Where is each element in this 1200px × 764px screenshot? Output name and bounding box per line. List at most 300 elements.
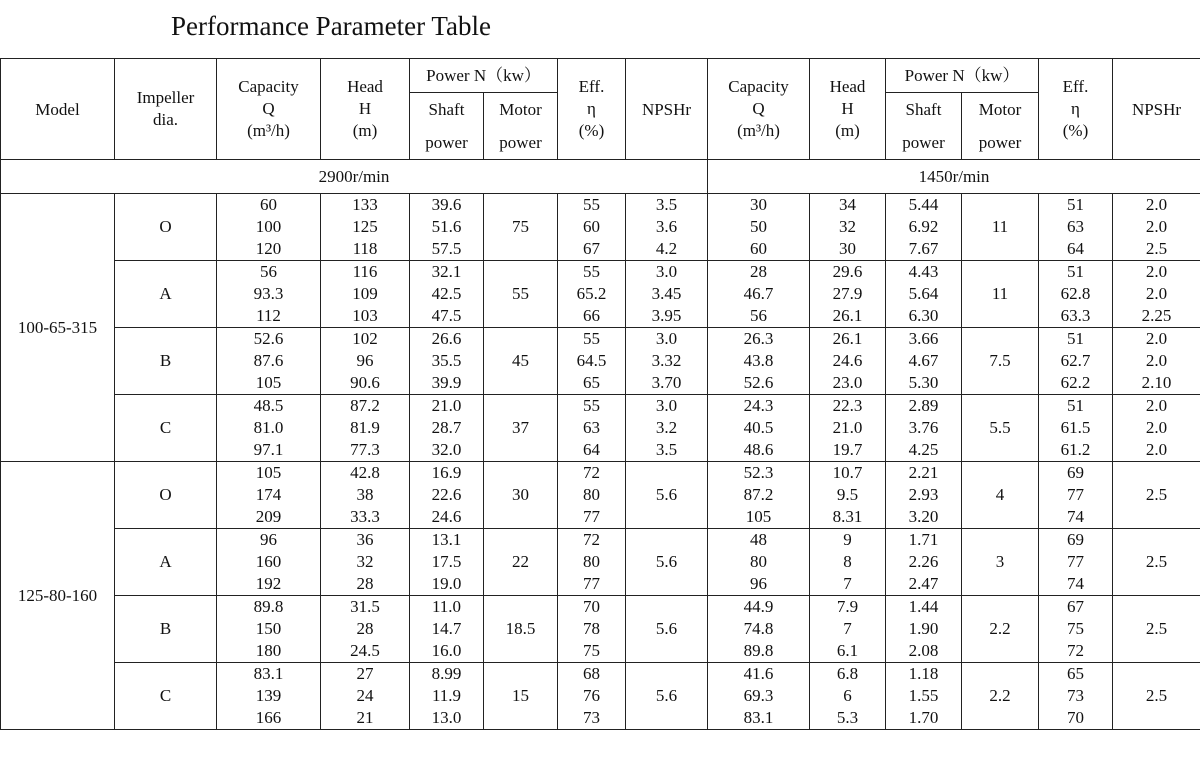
page-title: Performance Parameter Table	[171, 11, 491, 41]
eff-1450-cell	[1039, 395, 1113, 462]
header-line: Motor	[499, 100, 542, 119]
capacity-1450-value: 48	[750, 530, 767, 549]
capacity-2900-value: 83.1	[253, 664, 284, 683]
capacity-2900-cell	[217, 529, 321, 596]
header-power-1450: Power N（kw）	[886, 59, 1039, 93]
header-line: Shaft	[428, 100, 465, 119]
header-line: η	[1071, 99, 1080, 118]
eff-2900-value: 76	[583, 686, 600, 705]
head-2900-value: 42.8	[350, 463, 380, 482]
capacity-2900-value: 180	[255, 641, 282, 660]
table-row	[1, 462, 1200, 529]
header-shaft-power-1450	[886, 93, 962, 160]
impeller-cell: B	[115, 596, 217, 663]
shaft-power-1450-value: 5.64	[908, 284, 939, 303]
shaft-power-1450-value: 3.20	[908, 507, 939, 526]
head-2900-value: 96	[356, 351, 374, 370]
head-1450-value: 24.6	[832, 351, 863, 370]
capacity-2900-cell	[217, 596, 321, 663]
header-line: (%)	[1062, 121, 1089, 140]
header-line: power	[978, 133, 1022, 152]
shaft-power-2900-cell	[410, 462, 484, 529]
header-line: Q	[752, 99, 765, 118]
capacity-2900-value: 105	[255, 373, 282, 392]
npsh-1450-value: 2.0	[1145, 217, 1168, 236]
shaft-power-2900-value: 32.1	[431, 262, 462, 281]
eff-2900-value: 75	[583, 641, 600, 660]
capacity-1450-value: 52.6	[743, 373, 774, 392]
capacity-2900-cell	[217, 261, 321, 328]
eff-2900-value: 55	[583, 329, 600, 348]
shaft-power-1450-cell	[886, 663, 962, 730]
capacity-1450-value: 43.8	[743, 351, 774, 370]
eff-2900-value: 72	[583, 463, 600, 482]
npsh-2900-value: 4.2	[655, 239, 678, 258]
capacity-2900-value: 87.6	[253, 351, 284, 370]
eff-2900-value: 68	[583, 664, 600, 683]
header-line: (m)	[352, 121, 378, 140]
capacity-1450-value: 30	[750, 195, 767, 214]
npsh-2900-value: 3.32	[651, 351, 682, 370]
head-1450-value: 8.31	[832, 507, 863, 526]
npsh-1450-value: 2.0	[1145, 262, 1168, 281]
eff-2900-value: 65	[583, 373, 600, 392]
head-1450-value: 7	[843, 619, 852, 638]
head-2900-value: 24.5	[350, 641, 380, 660]
capacity-1450-value: 44.9	[743, 597, 774, 616]
npsh-2900-cell	[626, 395, 708, 462]
header-eff-1450	[1039, 59, 1113, 160]
head-2900-cell	[321, 462, 410, 529]
motor-power-1450-cell: 11	[962, 194, 1039, 261]
head-1450-cell	[810, 395, 886, 462]
capacity-2900-value: 160	[255, 552, 282, 571]
capacity-1450-value: 96	[750, 574, 767, 593]
head-1450-value: 6.1	[836, 641, 859, 660]
shaft-power-2900-cell	[410, 663, 484, 730]
header-line: Head	[829, 77, 866, 96]
head-1450-value: 26.1	[832, 306, 863, 325]
shaft-power-1450-cell	[886, 395, 962, 462]
capacity-1450-value: 50	[750, 217, 767, 236]
capacity-2900-cell	[217, 462, 321, 529]
header-line: Capacity	[238, 77, 299, 96]
capacity-1450-cell	[708, 596, 810, 663]
capacity-1450-cell	[708, 462, 810, 529]
header-line: Q	[262, 99, 275, 118]
eff-2900-cell	[558, 395, 626, 462]
shaft-power-1450-value: 2.21	[908, 463, 939, 482]
shaft-power-2900-value: 57.5	[431, 239, 462, 258]
shaft-power-2900-value: 13.1	[431, 530, 462, 549]
shaft-power-1450-value: 6.92	[908, 217, 939, 236]
header-eff-2900	[558, 59, 626, 160]
eff-1450-value: 51	[1067, 396, 1084, 415]
shaft-power-1450-value: 1.55	[908, 686, 939, 705]
capacity-1450-value: 56	[750, 306, 767, 325]
npsh-1450-value: 2.0	[1145, 329, 1168, 348]
capacity-2900-value: 209	[255, 507, 282, 526]
capacity-1450-value: 28	[750, 262, 767, 281]
capacity-2900-value: 96	[260, 530, 277, 549]
shaft-power-2900-value: 28.7	[431, 418, 462, 437]
impeller-cell: A	[115, 529, 217, 596]
motor-power-2900-cell: 30	[484, 462, 558, 529]
head-1450-cell	[810, 596, 886, 663]
impeller-cell: A	[115, 261, 217, 328]
header-line: power	[425, 133, 468, 152]
head-2900-cell	[321, 395, 410, 462]
shaft-power-1450-value: 3.76	[908, 418, 939, 437]
eff-1450-value: 77	[1067, 552, 1084, 571]
shaft-power-1450-value: 4.25	[908, 440, 939, 459]
capacity-2900-value: 166	[255, 708, 282, 727]
shaft-power-1450-value: 1.71	[908, 530, 939, 549]
capacity-2900-value: 60	[260, 195, 277, 214]
npsh-2900-cell: 5.6	[626, 462, 708, 529]
npsh-1450-cell: 2.5	[1113, 462, 1200, 529]
head-2900-value: 133	[352, 195, 378, 214]
head-2900-value: 28	[356, 574, 374, 593]
header-line: (m)	[835, 121, 860, 140]
head-2900-value: 33.3	[350, 507, 380, 526]
npsh-1450-value: 2.0	[1145, 195, 1168, 214]
head-2900-value: 102	[352, 329, 378, 348]
head-1450-value: 9	[843, 530, 852, 549]
head-1450-value: 6	[843, 686, 852, 705]
capacity-2900-value: 97.1	[253, 440, 284, 459]
eff-1450-value: 77	[1067, 485, 1084, 504]
eff-1450-cell	[1039, 663, 1113, 730]
motor-power-1450-cell: 11	[962, 261, 1039, 328]
speed-2900: 2900r/min	[1, 160, 708, 194]
capacity-1450-value: 48.6	[743, 440, 774, 459]
shaft-power-1450-cell	[886, 261, 962, 328]
shaft-power-1450-cell	[886, 596, 962, 663]
head-2900-value: 116	[352, 262, 378, 281]
npsh-2900-value: 3.0	[655, 329, 678, 348]
eff-1450-value: 69	[1067, 530, 1084, 549]
capacity-1450-value: 83.1	[743, 708, 774, 727]
eff-2900-value: 55	[583, 396, 600, 415]
head-2900-value: 31.5	[350, 597, 380, 616]
model-cell: 100-65-315	[1, 194, 115, 462]
capacity-2900-cell	[217, 663, 321, 730]
impeller-cell: O	[115, 194, 217, 261]
shaft-power-2900-value: 19.0	[431, 574, 462, 593]
capacity-1450-cell	[708, 663, 810, 730]
capacity-1450-value: 105	[745, 507, 772, 526]
head-2900-value: 87.2	[350, 396, 380, 415]
capacity-2900-value: 81.0	[253, 418, 284, 437]
shaft-power-2900-cell	[410, 261, 484, 328]
shaft-power-2900-value: 26.6	[431, 329, 462, 348]
eff-2900-cell	[558, 261, 626, 328]
header-line: (m³/h)	[737, 121, 780, 140]
capacity-2900-value: 52.6	[253, 329, 284, 348]
eff-1450-value: 62.2	[1060, 373, 1091, 392]
shaft-power-1450-value: 3.66	[908, 329, 939, 348]
eff-2900-value: 77	[583, 507, 600, 526]
table-row	[1, 395, 1200, 462]
npsh-2900-value: 3.70	[651, 373, 682, 392]
capacity-1450-value: 52.3	[743, 463, 774, 482]
shaft-power-2900-value: 8.99	[431, 664, 462, 683]
npsh-2900-cell	[626, 328, 708, 395]
eff-2900-value: 60	[583, 217, 600, 236]
npsh-2900-value: 3.5	[655, 195, 678, 214]
shaft-power-1450-cell	[886, 194, 962, 261]
shaft-power-1450-value: 2.08	[908, 641, 939, 660]
capacity-2900-value: 192	[255, 574, 282, 593]
shaft-power-1450-value: 2.26	[908, 552, 939, 571]
npsh-2900-value: 3.0	[655, 262, 678, 281]
shaft-power-2900-value: 51.6	[431, 217, 462, 236]
capacity-1450-value: 41.6	[743, 664, 774, 683]
head-2900-cell	[321, 261, 410, 328]
eff-2900-value: 72	[583, 530, 600, 549]
shaft-power-2900-cell	[410, 328, 484, 395]
eff-1450-value: 51	[1067, 329, 1084, 348]
shaft-power-2900-value: 22.6	[431, 485, 462, 504]
capacity-1450-cell	[708, 395, 810, 462]
motor-power-1450-cell: 5.5	[962, 395, 1039, 462]
eff-2900-value: 64.5	[576, 351, 607, 370]
shaft-power-2900-value: 39.6	[431, 195, 462, 214]
eff-2900-value: 66	[583, 306, 600, 325]
eff-1450-value: 61.5	[1060, 418, 1091, 437]
eff-1450-value: 73	[1067, 686, 1084, 705]
eff-2900-value: 65.2	[576, 284, 607, 303]
shaft-power-2900-cell	[410, 395, 484, 462]
eff-2900-value: 80	[583, 552, 600, 571]
head-1450-value: 6.8	[836, 664, 859, 683]
shaft-power-2900-cell	[410, 529, 484, 596]
capacity-2900-value: 150	[255, 619, 282, 638]
head-1450-value: 7.9	[836, 597, 859, 616]
eff-1450-value: 62.8	[1060, 284, 1091, 303]
head-1450-value: 9.5	[836, 485, 859, 504]
npsh-2900-cell: 5.6	[626, 596, 708, 663]
header-line: Shaft	[905, 100, 942, 119]
head-2900-value: 109	[352, 284, 378, 303]
head-2900-value: 81.9	[350, 418, 380, 437]
impeller-cell: C	[115, 395, 217, 462]
header-line: (%)	[578, 121, 605, 140]
header-capacity-1450	[708, 59, 810, 160]
head-1450-cell	[810, 328, 886, 395]
head-2900-value: 27	[356, 664, 374, 683]
header-line: H	[358, 99, 372, 118]
header-line: H	[841, 99, 854, 118]
motor-power-2900-cell: 45	[484, 328, 558, 395]
eff-1450-value: 64	[1067, 239, 1084, 258]
table-row	[1, 328, 1200, 395]
head-1450-value: 23.0	[832, 373, 863, 392]
eff-1450-value: 72	[1067, 641, 1084, 660]
header-head-1450	[810, 59, 886, 160]
motor-power-2900-cell: 75	[484, 194, 558, 261]
npsh-1450-value: 2.10	[1141, 373, 1172, 392]
capacity-1450-value: 46.7	[743, 284, 774, 303]
motor-power-2900-cell: 18.5	[484, 596, 558, 663]
head-2900-value: 28	[356, 619, 374, 638]
shaft-power-2900-value: 39.9	[431, 373, 462, 392]
head-1450-cell	[810, 194, 886, 261]
npsh-2900-value: 3.0	[655, 396, 678, 415]
header-line: power	[902, 133, 945, 152]
shaft-power-2900-cell	[410, 194, 484, 261]
header-shaft-power-2900	[410, 93, 484, 160]
eff-2900-value: 77	[583, 574, 600, 593]
capacity-1450-cell	[708, 261, 810, 328]
header-line: η	[587, 99, 596, 118]
head-2900-cell	[321, 529, 410, 596]
header-model: Model	[1, 59, 115, 160]
npsh-2900-value: 3.45	[651, 284, 682, 303]
eff-2900-cell	[558, 529, 626, 596]
capacity-2900-value: 48.5	[253, 396, 284, 415]
head-2900-value: 90.6	[350, 373, 380, 392]
shaft-power-2900-value: 21.0	[431, 396, 462, 415]
npsh-1450-value: 2.0	[1145, 440, 1168, 459]
head-1450-cell	[810, 663, 886, 730]
table-row	[1, 596, 1200, 663]
eff-1450-value: 65	[1067, 664, 1084, 683]
capacity-2900-cell	[217, 328, 321, 395]
head-2900-cell	[321, 328, 410, 395]
head-1450-cell	[810, 529, 886, 596]
head-1450-value: 8	[843, 552, 852, 571]
motor-power-2900-cell: 55	[484, 261, 558, 328]
shaft-power-1450-value: 5.44	[908, 195, 939, 214]
eff-2900-value: 73	[583, 708, 600, 727]
header-npsh-1450: NPSHr	[1113, 59, 1200, 160]
eff-1450-value: 63	[1067, 217, 1084, 236]
motor-power-2900-cell: 22	[484, 529, 558, 596]
npsh-1450-value: 2.0	[1145, 351, 1168, 370]
eff-2900-cell	[558, 328, 626, 395]
eff-2900-cell	[558, 194, 626, 261]
capacity-2900-value: 112	[256, 306, 281, 325]
capacity-1450-cell	[708, 529, 810, 596]
motor-power-1450-cell: 2.2	[962, 596, 1039, 663]
npsh-2900-value: 3.6	[655, 217, 678, 236]
eff-2900-value: 55	[583, 262, 600, 281]
capacity-2900-cell	[217, 194, 321, 261]
capacity-2900-value: 93.3	[253, 284, 284, 303]
head-1450-value: 30	[839, 239, 856, 258]
npsh-2900-cell: 5.6	[626, 663, 708, 730]
head-2900-value: 32	[356, 552, 374, 571]
capacity-1450-value: 69.3	[743, 686, 774, 705]
head-2900-value: 36	[356, 530, 374, 549]
head-1450-value: 19.7	[832, 440, 863, 459]
shaft-power-1450-value: 4.43	[908, 262, 939, 281]
eff-2900-value: 78	[583, 619, 600, 638]
npsh-1450-cell	[1113, 194, 1200, 261]
head-2900-value: 38	[356, 485, 374, 504]
shaft-power-2900-cell	[410, 596, 484, 663]
eff-1450-cell	[1039, 529, 1113, 596]
header-line: Eff.	[1062, 77, 1089, 96]
capacity-1450-value: 74.8	[743, 619, 774, 638]
shaft-power-2900-value: 47.5	[431, 306, 462, 325]
speed-1450: 1450r/min	[708, 160, 1200, 194]
npsh-1450-cell	[1113, 328, 1200, 395]
performance-table	[0, 58, 1200, 730]
capacity-2900-value: 120	[255, 239, 282, 258]
shaft-power-2900-value: 42.5	[431, 284, 462, 303]
npsh-1450-cell	[1113, 395, 1200, 462]
eff-2900-cell	[558, 663, 626, 730]
header-impeller-line: Impeller	[136, 88, 195, 107]
head-2900-value: 77.3	[350, 440, 380, 459]
eff-1450-value: 63.3	[1060, 306, 1091, 325]
shaft-power-1450-value: 1.44	[908, 597, 939, 616]
motor-power-1450-cell: 7.5	[962, 328, 1039, 395]
shaft-power-2900-value: 13.0	[431, 708, 462, 727]
eff-1450-value: 74	[1067, 507, 1084, 526]
npsh-1450-cell	[1113, 261, 1200, 328]
table-row	[1, 194, 1200, 261]
capacity-1450-value: 80	[750, 552, 767, 571]
head-2900-value: 125	[352, 217, 378, 236]
header-impeller-line: dia.	[152, 110, 179, 129]
capacity-2900-value: 174	[255, 485, 282, 504]
head-1450-cell	[810, 261, 886, 328]
shaft-power-2900-value: 32.0	[431, 440, 462, 459]
capacity-1450-value: 89.8	[743, 641, 774, 660]
impeller-cell: C	[115, 663, 217, 730]
head-2900-cell	[321, 596, 410, 663]
eff-1450-value: 69	[1067, 463, 1084, 482]
head-1450-value: 7	[843, 574, 852, 593]
head-1450-value: 21.0	[832, 418, 863, 437]
head-1450-value: 26.1	[832, 329, 863, 348]
eff-1450-value: 70	[1067, 708, 1084, 727]
capacity-1450-cell	[708, 328, 810, 395]
capacity-2900-cell	[217, 395, 321, 462]
shaft-power-1450-value: 4.67	[908, 351, 939, 370]
header-head-2900	[321, 59, 410, 160]
capacity-2900-value: 56	[260, 262, 277, 281]
capacity-1450-value: 26.3	[743, 329, 774, 348]
shaft-power-1450-value: 2.89	[908, 396, 939, 415]
npsh-2900-value: 3.95	[651, 306, 682, 325]
head-1450-value: 22.3	[832, 396, 863, 415]
shaft-power-1450-value: 6.30	[908, 306, 939, 325]
npsh-1450-value: 2.5	[1145, 239, 1168, 258]
eff-2900-value: 55	[583, 195, 600, 214]
capacity-1450-value: 40.5	[743, 418, 774, 437]
eff-1450-cell	[1039, 462, 1113, 529]
capacity-2900-value: 139	[255, 686, 282, 705]
eff-1450-cell	[1039, 261, 1113, 328]
shaft-power-2900-value: 11.9	[431, 686, 462, 705]
npsh-2900-cell: 5.6	[626, 529, 708, 596]
head-2900-value: 24	[356, 686, 374, 705]
shaft-power-1450-value: 5.30	[908, 373, 939, 392]
eff-1450-cell	[1039, 194, 1113, 261]
header-line: Eff.	[578, 77, 605, 96]
shaft-power-1450-value: 1.18	[908, 664, 939, 683]
shaft-power-2900-value: 11.0	[431, 597, 462, 616]
impeller-cell: O	[115, 462, 217, 529]
head-1450-value: 34	[839, 195, 856, 214]
npsh-1450-cell: 2.5	[1113, 596, 1200, 663]
header-npsh-2900: NPSHr	[626, 59, 708, 160]
